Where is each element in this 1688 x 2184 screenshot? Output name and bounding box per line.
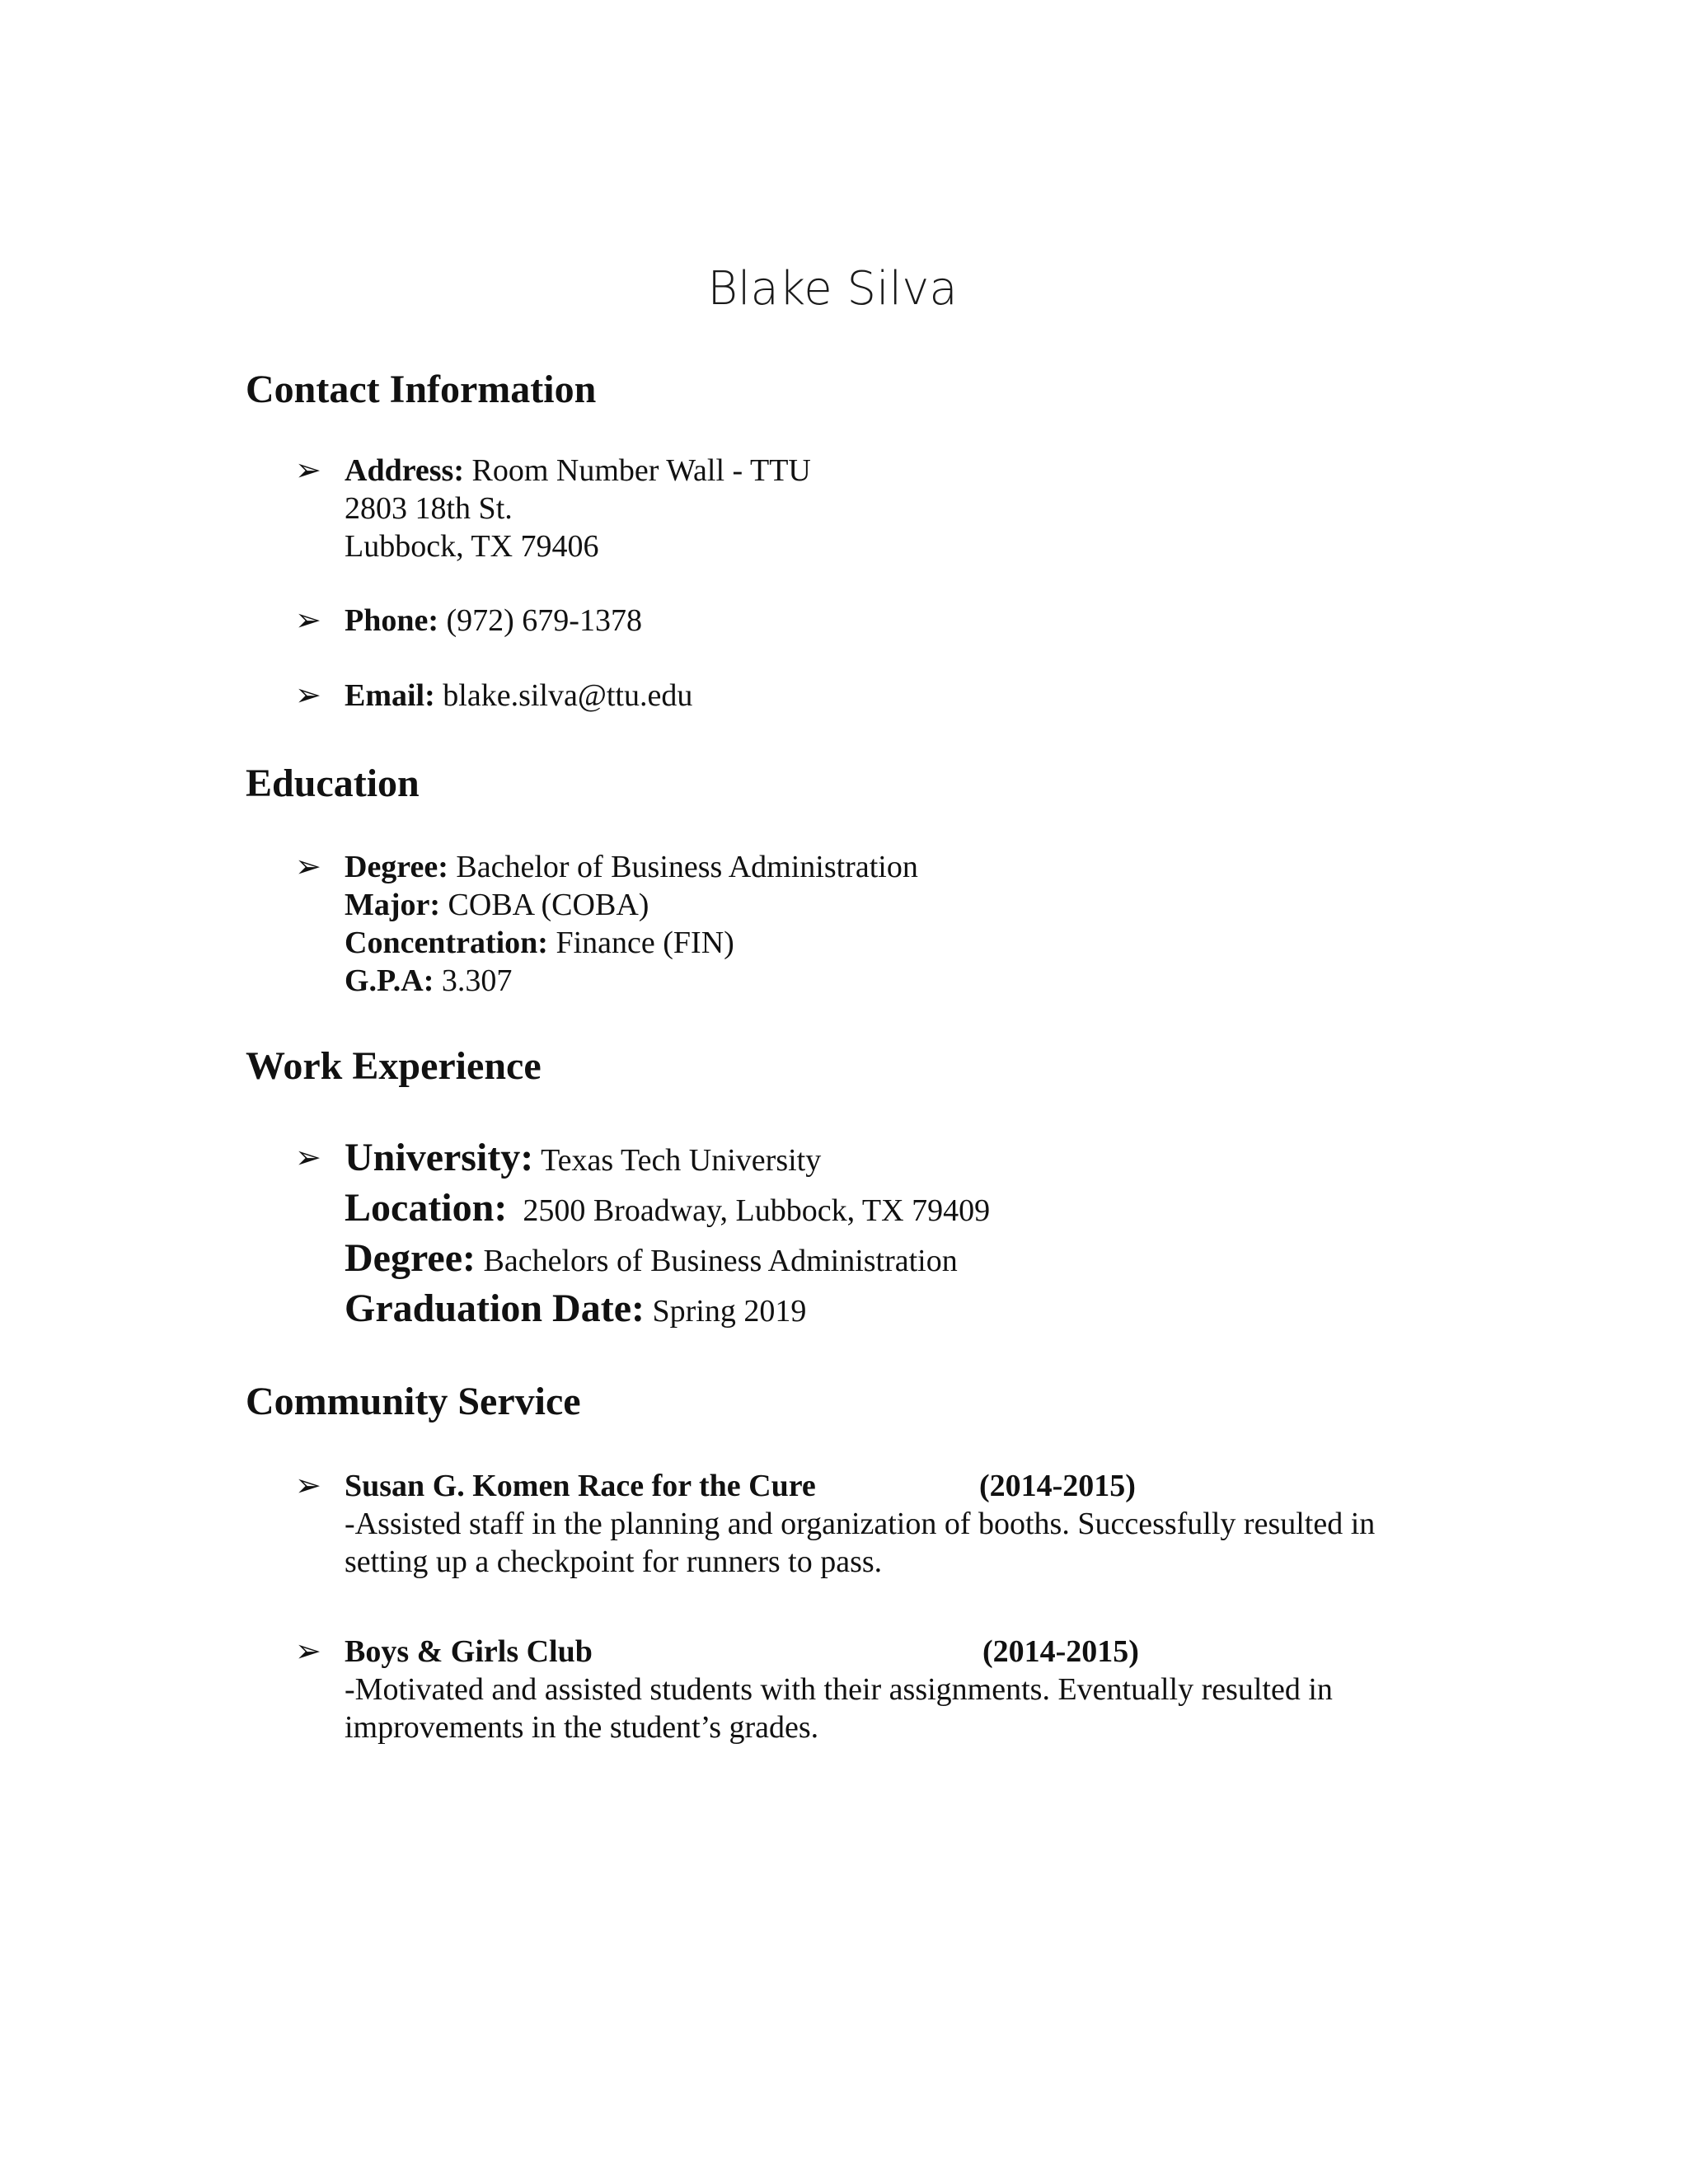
service-description-line-1: -Motivated and assisted students with their assignments. Eventually resulted in	[345, 1672, 1333, 1707]
address-line-1: Room Number Wall - TTU	[471, 453, 811, 488]
service-title: Susan G. Komen Race for the Cure	[345, 1469, 816, 1503]
community-heading: Community Service	[246, 1380, 581, 1423]
address-label: Address:	[345, 453, 464, 488]
phone-value: (972) 679-1378	[446, 603, 642, 638]
work-degree-label: Degree:	[345, 1236, 476, 1280]
arrow-bullet-icon: ➢	[295, 1469, 321, 1503]
education-heading: Education	[246, 762, 420, 805]
major-value: COBA (COBA)	[448, 888, 649, 922]
service-description-line-2: setting up a checkpoint for runners to pass.	[345, 1544, 883, 1579]
arrow-bullet-icon: ➢	[295, 603, 321, 638]
degree-label: Degree:	[345, 850, 448, 884]
gpa-value: 3.307	[441, 963, 513, 998]
work-degree-value: Bachelors of Business Administration	[483, 1244, 958, 1278]
graduation-value: Spring 2019	[652, 1294, 807, 1329]
service-dates: (2014-2015)	[982, 1634, 1139, 1669]
location-value: 2500 Broadway, Lubbock, TX 79409	[523, 1193, 991, 1228]
email-label: Email:	[345, 678, 435, 713]
service-dates: (2014-2015)	[979, 1469, 1136, 1503]
university-value: Texas Tech University	[541, 1143, 822, 1178]
email-value[interactable]: blake.silva@ttu.edu	[443, 678, 693, 713]
university-label: University:	[345, 1136, 534, 1179]
service-title: Boys & Girls Club	[345, 1634, 593, 1669]
concentration-value: Finance (FIN)	[556, 926, 734, 960]
arrow-bullet-icon: ➢	[295, 1141, 321, 1175]
service-description-line-1: -Assisted staff in the planning and organization of booths. Successfully resulted in	[345, 1507, 1376, 1541]
resume-name: Blake Silva	[707, 262, 958, 316]
arrow-bullet-icon: ➢	[295, 678, 321, 713]
degree-value: Bachelor of Business Administration	[456, 850, 918, 884]
contact-heading: Contact Information	[246, 368, 597, 411]
gpa-label: G.P.A:	[345, 963, 434, 998]
graduation-label: Graduation Date:	[345, 1286, 645, 1330]
arrow-bullet-icon: ➢	[295, 850, 321, 884]
service-description-line-2: improvements in the student’s grades.	[345, 1710, 819, 1745]
arrow-bullet-icon: ➢	[295, 453, 321, 488]
concentration-label: Concentration:	[345, 926, 548, 960]
phone-label: Phone:	[345, 603, 438, 638]
address-line-2: 2803 18th St.	[345, 491, 513, 526]
work-heading: Work Experience	[246, 1044, 542, 1088]
major-label: Major:	[345, 888, 441, 922]
arrow-bullet-icon: ➢	[295, 1634, 321, 1669]
location-label: Location:	[345, 1186, 508, 1230]
address-line-3: Lubbock, TX 79406	[345, 529, 599, 564]
